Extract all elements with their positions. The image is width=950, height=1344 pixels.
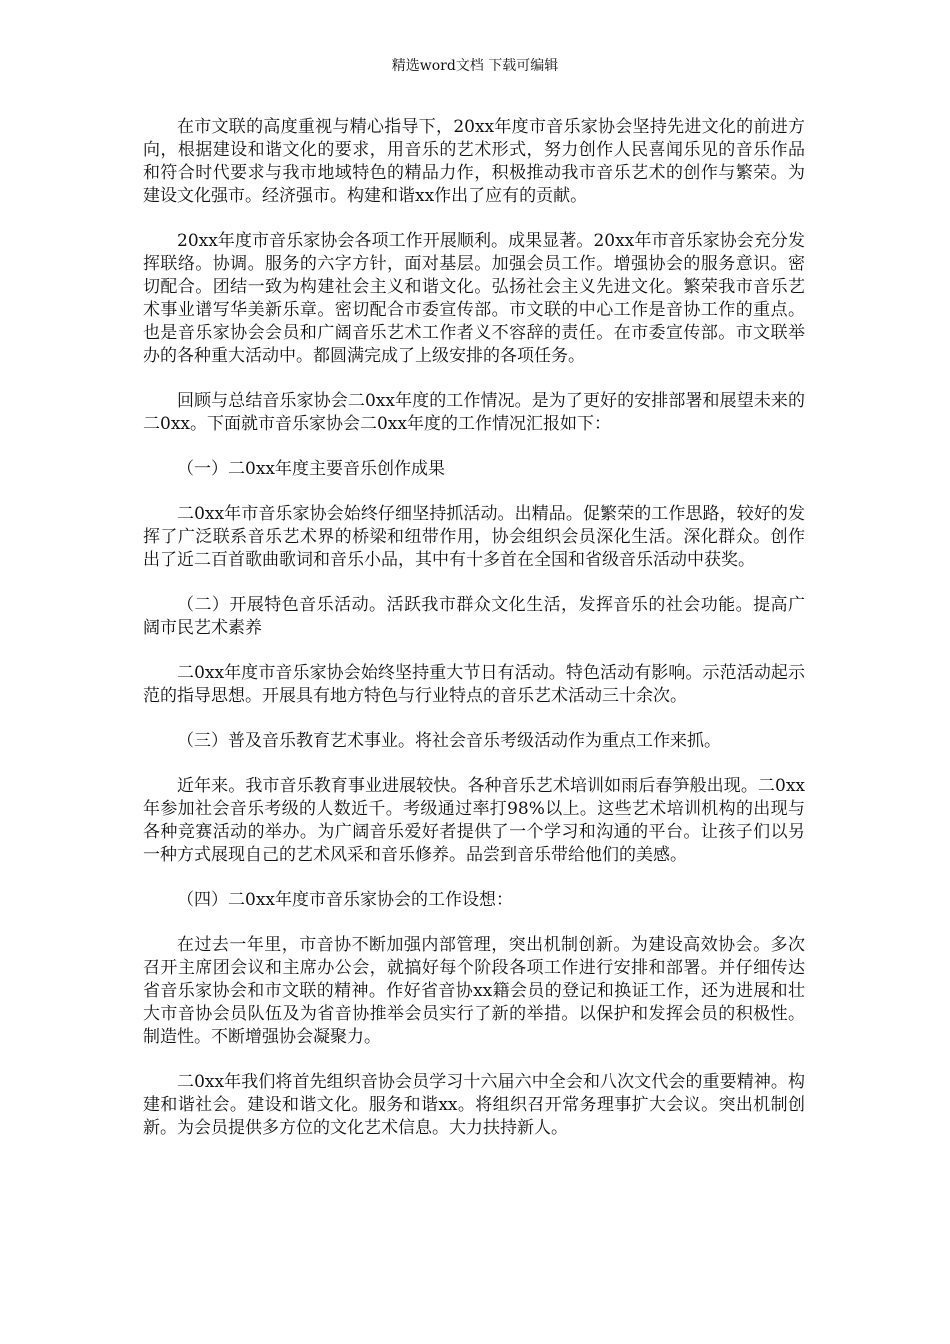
document-body <box>143 116 805 1162</box>
section-heading-1: （一）二0xx年度主要音乐创作成果 <box>177 459 445 479</box>
section-heading-2: （二）开展特色音乐活动。活跃我市群众文化生活，发挥音乐的社会功能。提高广阔市民艺术素养 <box>143 595 805 638</box>
paragraph-activities: 二0xx年度市音乐家协会始终坚持重大节日有活动。特色活动有影响。示范活动起示范的指导思想。开展具有地方特色与行业特点的音乐艺术活动三十余次。 <box>143 663 805 706</box>
paragraph-overview: 20xx年度市音乐家协会各项工作开展顺利。成果显著。20xx年市音乐家协会充分发挥联络。协调。服务的六字方针，面对基层。加强会员工作。增强协会的服务意识。密切配合。团结一致为构建社会主义和谐文化。弘扬社会主义先进文化。繁荣我市音乐艺术事业谱写华美新乐章。密切配合市委宣传部。市文联的中心工作是音协工作的重点。也是音乐家协会会员和广阔音乐艺术工作者义不容辞的责任。在市委宣传部。市文联举办的各种重大活动中。都圆满完成了上级安排的各项任务。 <box>143 231 805 366</box>
section-heading-4: （四）二0xx年度市音乐家协会的工作设想： <box>177 890 513 910</box>
paragraph-education: 近年来。我市音乐教育事业进展较快。各种音乐艺术培训如雨后春笋般出现。二0xx年参加社会音乐考级的人数近千。考级通过率打98%以上。这些艺术培训机构的出现与各种竞赛活动的举办。为广阔音乐爱好者提供了一个学习和沟通的平台。让孩子们以另一种方式展现自己的艺术风采和音乐修养。品尝到音乐带给他们的美感。 <box>143 776 805 865</box>
section-heading-3: （三）普及音乐教育艺术事业。将社会音乐考级活动作为重点工作来抓。 <box>177 731 721 751</box>
paragraph-intro: 在市文联的高度重视与精心指导下，20xx年度市音乐家协会坚持先进文化的前进方向，根据建设和谐文化的要求，用音乐的艺术形式，努力创作人民喜闻乐见的音乐作品和符合时代要求与我市地域特色的精品力作，积极推动我市音乐艺术的创作与繁荣。为建设文化强市。经济强市。构建和谐xx作出了应有的贡献。 <box>143 117 805 206</box>
paragraph-plans: 二0xx年我们将首先组织音协会员学习十六届六中全会和八次文代会的重要精神。构建和谐社会。建设和谐文化。服务和谐xx。将组织召开常务理事扩大会议。突出机制创新。为会员提供多方位的文化艺术信息。大力扶持新人。 <box>143 1072 805 1138</box>
paragraph-creation: 二0xx年市音乐家协会始终仔细坚持抓活动。出精品。促繁荣的工作思路，较好的发挥了广泛联系音乐艺术界的桥梁和纽带作用，协会组织会员深化生活。深化群众。创作出了近二百首歌曲歌词和音乐小品，其中有十多首在全国和省级音乐活动中获奖。 <box>143 504 805 570</box>
page-header: 精选word文档 下载可编辑 <box>391 58 559 74</box>
paragraph-review: 回顾与总结音乐家协会二0xx年度的工作情况。是为了更好的安排部署和展望未来的二0xx。下面就市音乐家协会二0xx年度的工作情况汇报如下： <box>143 391 805 434</box>
paragraph-management: 在过去一年里，市音协不断加强内部管理，突出机制创新。为建设高效协会。多次召开主席团会议和主席办公会，就搞好每个阶段各项工作进行安排和部署。并仔细传达省音乐家协会和市文联的精神。作好省音协xx籍会员的登记和换证工作，还为进展和壮大市音协会员队伍及为省音协推举会员实行了新的举措。以保护和发挥会员的积极性。制造性。不断增强协会凝聚力。 <box>143 935 805 1047</box>
